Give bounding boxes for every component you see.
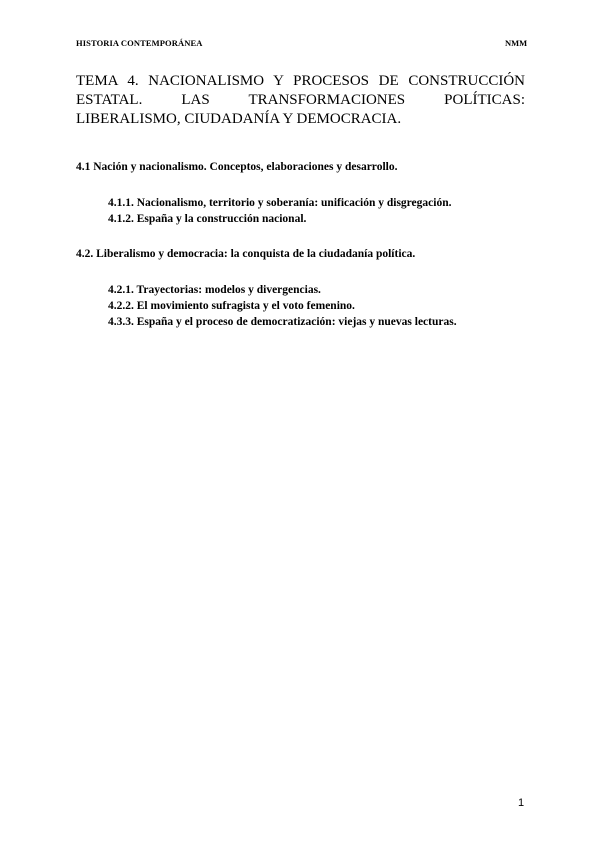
page-number: 1 [518, 797, 525, 809]
subsection-4-2-2: 4.2.2. El movimiento sufragista y el voto femenino. [108, 300, 355, 312]
subsection-list-4-1 [108, 195, 488, 227]
subsection-4-1-2: 4.1.2. España y la construcción nacional. [108, 213, 307, 225]
header-author-initials: NMM [505, 38, 528, 48]
subsection-4-1-1: 4.1.1. Nacionalismo, territorio y soberanía: unificación y disgregación. [108, 197, 452, 209]
subsection-4-2-1: 4.2.1. Trayectorias: modelos y divergencias. [108, 284, 321, 296]
header-course-title: HISTORIA CONTEMPORÁNEA [76, 38, 203, 48]
subsection-4-3-3: 4.3.3. España y el proceso de democratización: viejas y nuevas lecturas. [108, 316, 457, 328]
document-title: TEMA 4. NACIONALISMO Y PROCESOS DE CONSTRUCCIÓN ESTATAL. LAS TRANSFORMACIONES POLÍTICAS: LIBERALISMO, CIUDADANÍA Y DEMOCRACIA. [76, 73, 525, 127]
section-heading-4-2: 4.2. Liberalismo y democracia: la conquista de la ciudadanía política. [76, 248, 416, 260]
section-heading-4-1: 4.1 Nación y nacionalismo. Conceptos, elaboraciones y desarrollo. [76, 161, 398, 173]
subsection-list-4-2 [108, 282, 488, 330]
